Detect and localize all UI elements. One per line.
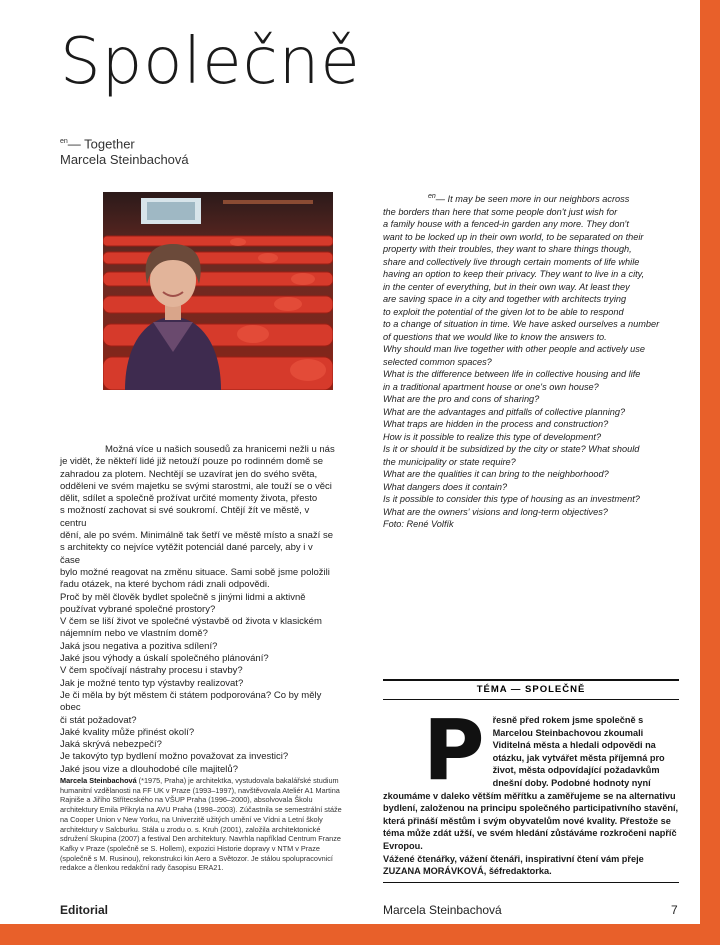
language-prefix: en [428,193,436,200]
text-line: of questions that we would like to know the answers to. [383,331,607,342]
text-line: to a change of situation in time. We have asked ourselves a number [383,319,660,330]
text-line: property with their troubles, they want to share things though, [383,244,632,255]
question-line: Jaké jsou výhody a úskalí společného plánování? [60,653,269,665]
question-line: What are the owners' visions and long-term objectives? [383,506,608,517]
text-line: to exploit the potential of the given lot to be able to respond [383,306,624,317]
author-bio [60,776,342,873]
question-line: What is the difference between life in collective housing and life [383,369,641,380]
theme-paragraph: řesně před rokem jsme společně s Marcelou Steinbachovou zkoumali Viditelná města a hledali odpovědi na otázku, jak vytvářet města příjemná pro život, města odpovídající požadavkům dnešní doby. Podobné hodnoty nyní zkoumáme v daleko větším měřítku a zaměřujeme se na alternativu bydlení, založenou na principu společného participativního stavění, která přináší městům i svým obyvatelům nové kvality. Přestože se téma může zdát užší, ve svém hledání zůstáváme rozkročeni napříč Evropou. [383,715,679,851]
question-line: Is it possible to consider this type of housing as an investment? [383,494,640,505]
text-line: share and collectively live through certain moments of life while [383,256,640,267]
footer-rule [383,882,679,883]
drop-cap: P [423,701,485,799]
author-photo [103,192,333,390]
text-line: having an option to keep their privacy. They want to live in a city, [383,269,645,280]
text-line: want to be locked up in their own world, to be separated on their [383,231,644,242]
question-line: V čem spočívají nástrahy procesu i stavby? [60,665,243,677]
question-line: in a traditional apartment house or one's own house? [383,381,599,392]
question-line: Jak je možné tento typ výstavby realizovat? [60,677,244,689]
question-line: nájemním nebo ve vlastním domě? [60,628,208,640]
text-line: s možností zachovat si své soukromí. Chtějí žít ve městě, v centru [60,505,310,529]
footer-section: Editorial [60,903,109,917]
text-line: je vidět, že někteří lidé již netouží pouze po rodinném domě se [60,456,323,468]
text-line: dění, ale po svém. Minimálně tak šetří ve městě místo a snaží se [60,530,333,542]
bio-name: Marcela Steinbachová [60,776,137,785]
theme-closing: Vážené čtenářky, vážení čtenáři, inspirativní čtení vám přeje ZUZANA MORÁVKOVÁ, šéfredaktorka. [383,853,644,877]
question-line: What dangers does it contain? [383,481,508,492]
text-line: odděleni ve svém majetku se svými starostmi, ale touží se o věci [60,480,332,492]
photo-credit: Foto: René Volfík [383,519,454,530]
text-line: zahradou za plotem. Nechtějí se uzavírat jen do svého světa, [60,468,318,480]
czech-text [60,444,335,776]
bio-text: (*1975, Praha) je architektka, vystudovala bakalářské studium humanitní vzdělanosti na FF UK v Praze (1993–1997), navštěvovala Ateliér A1 Martina Rajniše a Jiřího Střítecského na VŠUP Praha (1996–2000), absolvovala Školu architektury Emila Přikryla na AVU Praha (1998–2003). Zúčastnila se semestrální stáže na Cooper Union v New Yorku, na Univerzitě užitých umění ve Vídni a Letní školy architektury v Salcburku. Stála u zrodu o. s. Kruh (2001), založila architektonické sdružení Skupina (2007) a festival Den architektury. Navrhla například Centrum Franze Kafky v Praze (společně se S. Hollem), expozici Historie dopravy v NTM v Praze (společně s M. Rusinou), rekonstrukci kin Aero a Světozor. Je stálou spolupracovnicí redakce a členkou redakční rady časopisu ERA21. [60,776,342,873]
question-line: Proč by měl člověk bydlet společně s jinými lidmi a aktivně [60,591,306,603]
question-line: selected common spaces? [383,356,492,367]
question-line: Jaké kvality může přinést okolí? [60,726,195,738]
text-line: in the center of everything, but in their own way. At least they [383,281,630,292]
english-text [383,191,683,531]
theme-box [383,679,679,878]
text-line: bylo možné reagovat na změnu situace. Sami sobě jsme položili [60,566,330,578]
question-line: Jaké jsou vize a dlouhodobé cíle majitelů? [60,763,238,775]
text-line: a family house with a fenced-in garden any more. They don't [383,219,629,230]
footer-author: Marcela Steinbachová [383,903,502,917]
question-line: What traps are hidden in the process and construction? [383,419,609,430]
subtitle-line [60,134,189,152]
text-line: are saving space in a city and together with architects trying [383,294,627,305]
text-line: the borders than here that some people don't just wish for [383,206,618,217]
subtitle-english: — Together [67,136,135,152]
text-line: Možná více u našich sousedů za hranicemi nežli u nás [105,444,335,455]
question-line: How is it possible to realize this type of development? [383,431,602,442]
page-number: 7 [671,903,678,917]
question-line: Je takovýto typ bydlení možno považovat za investici? [60,751,289,763]
question-line: Jaká jsou negativa a pozitiva sdílení? [60,640,218,652]
english-first-line: $^{en}$— It may be seen more in our neighbors across [428,193,630,205]
question-line: What are the qualities it can bring to the neighborhood? [383,469,609,480]
theme-heading: TÉMA — SPOLEČNĚ [383,679,679,700]
question-line: Why should man live together with other people and actively use [383,344,645,355]
question-line: či stát požadovat? [60,714,137,726]
text-line: dělit, sdílet a společně prožívat určité momenty života, přesto [60,493,318,505]
author-name: Marcela Steinbachová [60,152,189,168]
question-line: V čem se liší život ve společné výstavbě od života v klasickém [60,616,322,628]
question-line: What are the advantages and pitfalls of collective planning? [383,406,626,417]
question-line: What are the pro and cons of sharing? [383,394,540,405]
question-line: Je či měla by být městem či státem podporována? Co by měly obec [60,689,322,714]
question-line: Jaká skrývá nebezpečí? [60,739,162,751]
question-line: the municipality or state require? [383,456,516,467]
question-line: používat vybrané společné prostory? [60,603,216,615]
theme-body [383,701,679,878]
question-line: Is it or should it be subsidized by the city or state? What should [383,444,640,455]
subtitle-block [60,134,189,168]
text-line: řadu otázek, na které bychom rádi znali odpovědi. [60,579,270,591]
language-prefix: en [60,138,68,145]
text-line: s architekty co nejvíce vytěžit potenciál dané parcely, aby i v čase [60,542,313,566]
page-title: Společně [60,25,361,99]
